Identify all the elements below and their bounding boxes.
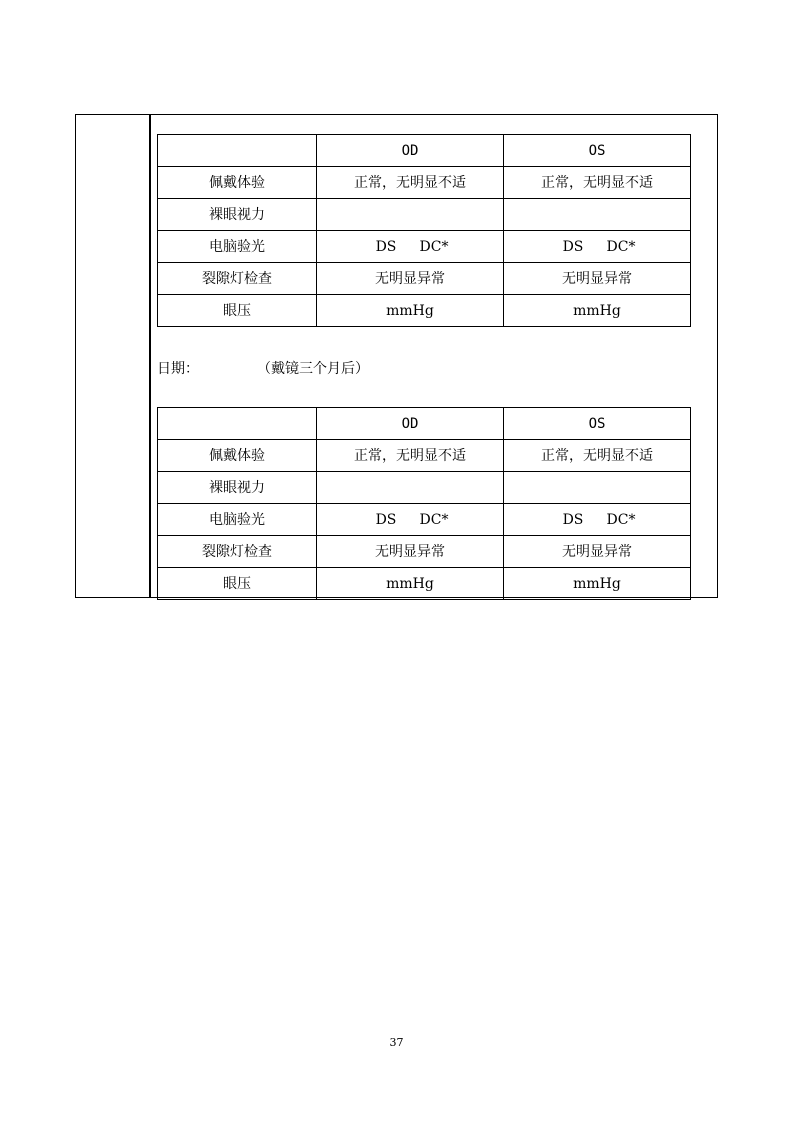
os-value: 正常，无明显不适 <box>504 440 691 472</box>
ds-unit: DS <box>375 511 397 528</box>
date-line <box>157 358 369 378</box>
dc-unit: DC* <box>419 238 449 255</box>
header-od: OD <box>317 408 504 440</box>
os-value: mmHg <box>504 568 691 600</box>
os-value: 正常，无明显不适 <box>504 167 691 199</box>
dc-unit: DC* <box>606 238 636 255</box>
row-label: 裂隙灯检查 <box>158 263 317 295</box>
table-row <box>158 231 691 263</box>
column-divider <box>149 115 151 597</box>
ds-unit: DS <box>375 238 397 255</box>
row-label: 佩戴体验 <box>158 167 317 199</box>
od-value: 无明显异常 <box>317 263 504 295</box>
os-value <box>504 231 691 263</box>
row-label: 电脑验光 <box>158 231 317 263</box>
ds-unit: DS <box>562 511 584 528</box>
table-row <box>158 295 691 327</box>
od-value <box>317 472 504 504</box>
date-note: （戴镜三个月后） <box>257 361 369 377</box>
od-value: mmHg <box>317 568 504 600</box>
table-row <box>158 568 691 600</box>
table-row <box>158 536 691 568</box>
os-value: 无明显异常 <box>504 263 691 295</box>
ds-unit: DS <box>562 238 584 255</box>
page-number: 37 <box>389 1036 404 1049</box>
header-os: OS <box>504 408 691 440</box>
table-header-row <box>158 408 691 440</box>
header-od: OD <box>317 135 504 167</box>
od-value <box>317 504 504 536</box>
dc-unit: DC* <box>606 511 636 528</box>
table-row <box>158 167 691 199</box>
os-value <box>504 504 691 536</box>
header-os: OS <box>504 135 691 167</box>
exam-table-three-months <box>157 407 691 600</box>
row-label: 眼压 <box>158 295 317 327</box>
od-value <box>317 231 504 263</box>
header-blank <box>158 135 317 167</box>
table-row <box>158 440 691 472</box>
os-value <box>504 199 691 231</box>
table-row <box>158 199 691 231</box>
table-row <box>158 472 691 504</box>
exam-table-initial <box>157 134 691 327</box>
od-value: 正常，无明显不适 <box>317 440 504 472</box>
od-value: 正常，无明显不适 <box>317 167 504 199</box>
od-value: 无明显异常 <box>317 536 504 568</box>
od-value: mmHg <box>317 295 504 327</box>
os-value: mmHg <box>504 295 691 327</box>
os-value: 无明显异常 <box>504 536 691 568</box>
table-row <box>158 504 691 536</box>
table-header-row <box>158 135 691 167</box>
table-row <box>158 263 691 295</box>
os-value <box>504 472 691 504</box>
row-label: 电脑验光 <box>158 504 317 536</box>
row-label: 裸眼视力 <box>158 199 317 231</box>
row-label: 裂隙灯检查 <box>158 536 317 568</box>
row-label: 佩戴体验 <box>158 440 317 472</box>
row-label: 眼压 <box>158 568 317 600</box>
dc-unit: DC* <box>419 511 449 528</box>
date-label: 日期： <box>157 361 199 377</box>
row-label: 裸眼视力 <box>158 472 317 504</box>
od-value <box>317 199 504 231</box>
header-blank <box>158 408 317 440</box>
